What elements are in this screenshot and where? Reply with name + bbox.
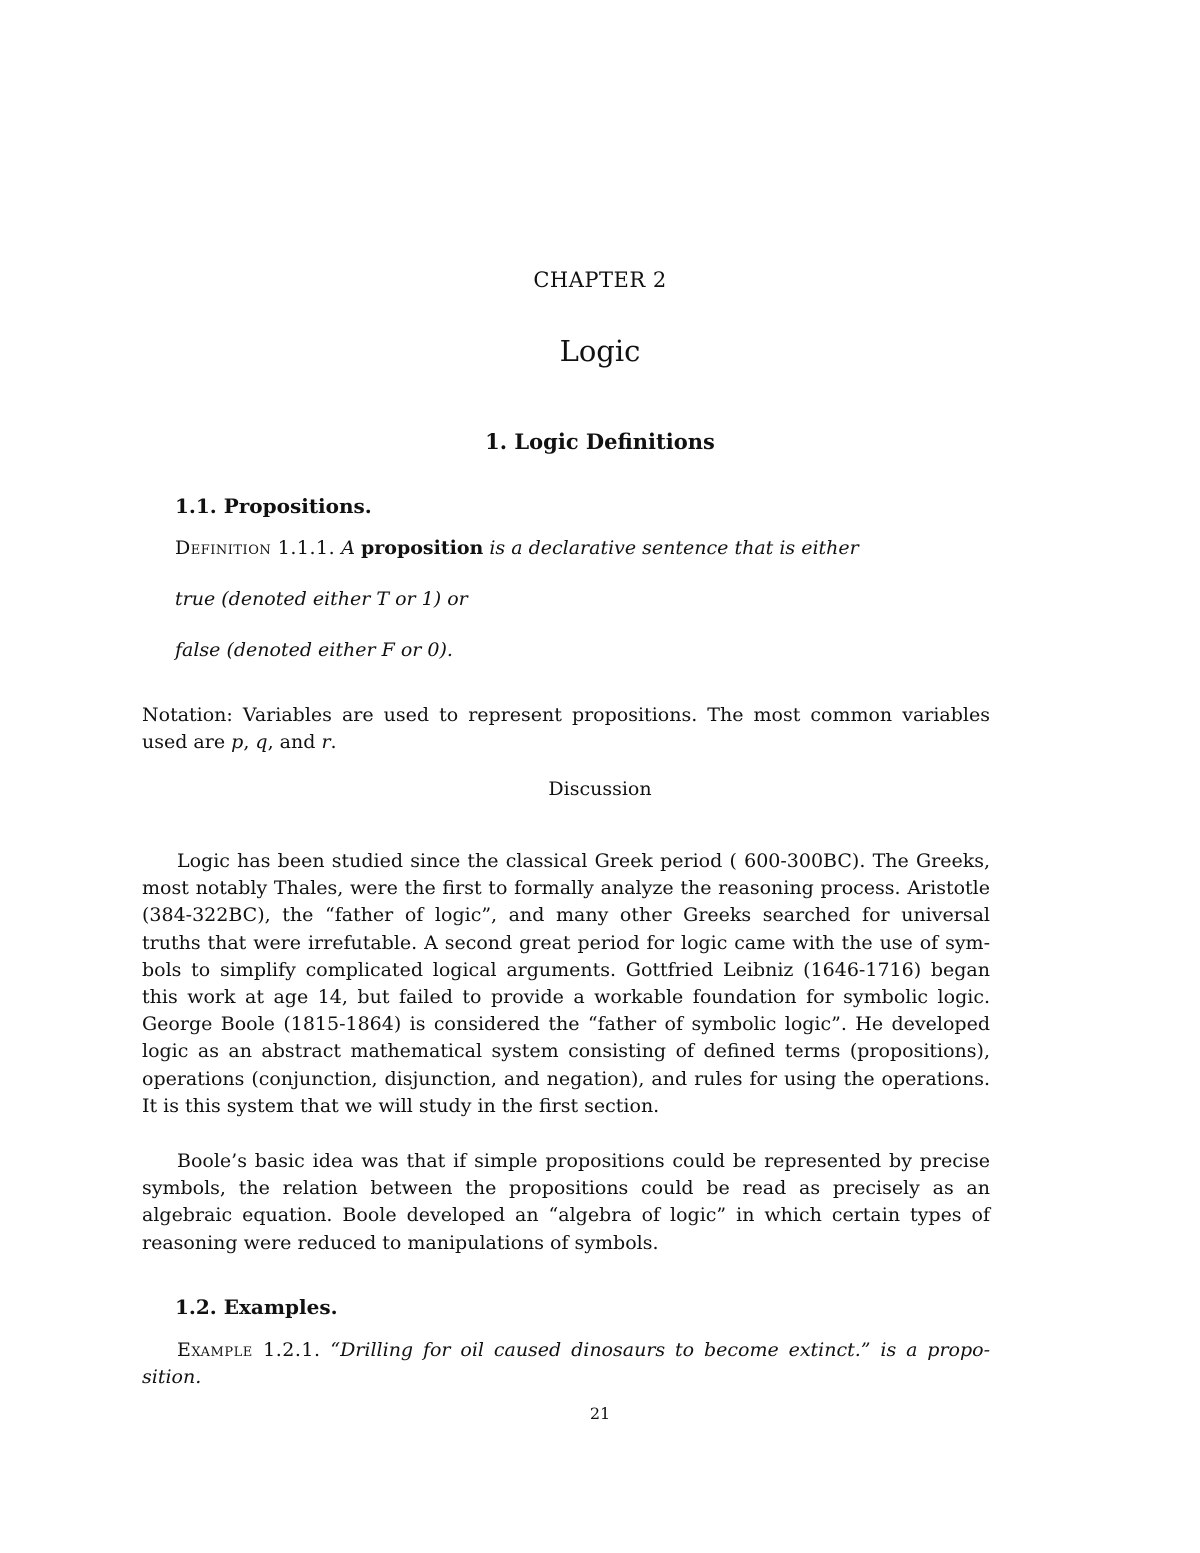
definition-intro: A (341, 537, 355, 559)
example-text: “Drilling for oil caused dinosaurs to become extinct.” is a proposition. (142, 1339, 990, 1388)
notation-sep-2: , and (267, 731, 322, 754)
section-heading: 1. Logic Definitions (485, 429, 715, 454)
notation-text: Notation: Variables are used to represent propositions. The most common variables used are (142, 704, 990, 754)
definition-label: Definition 1.1.1. (175, 537, 336, 559)
notation-paragraph (142, 702, 990, 756)
notation-end: . (330, 731, 337, 754)
definition-term: proposition (360, 537, 484, 559)
example-label: Example 1.2.1. (177, 1339, 321, 1361)
definition-line-1 (175, 537, 859, 559)
notation-sep-1: , (243, 731, 256, 754)
subsection-heading-examples: 1.2. Examples. (175, 1295, 338, 1319)
variable-q: q (255, 731, 268, 754)
variable-r: r (321, 731, 331, 754)
discussion-paragraph-2: Boole’s basic idea was that if simple propositions could be represented by precise symbols, the relation between the propositions could be read as precisely as an algebraic equation. Boole developed an “algebra of logic” in which certain types of reasoning were reduced to manipulations of symbols. (142, 1150, 990, 1254)
chapter-title: Logic (559, 334, 641, 368)
page-number: 21 (589, 1404, 611, 1423)
discussion-label: Discussion (548, 778, 652, 800)
variable-p: p (231, 731, 244, 754)
definition-line-2: true (denoted either T or 1) or (175, 588, 468, 610)
chapter-label: CHAPTER 2 (533, 268, 667, 292)
subsection-heading-propositions: 1.1. Propositions. (175, 494, 372, 518)
definition-line-3: false (denoted either F or 0). (175, 639, 453, 661)
definition-rest: is a declarative sentence that is either (489, 537, 859, 559)
example-paragraph (142, 1337, 990, 1391)
discussion-paragraph-1: Logic has been studied since the classical Greek period ( 600-300BC). The Greeks, most notably Thales, were the first to formally analyze the reasoning process. Aristotle (384-322BC), the “father of logic”, and many other Greeks searched for universal truths that were irrefutable. A second great period for logic came with the use of symbols to simplify complicated logical arguments. Gottfried Leibniz (1646-1716) began this work at age 14, but failed to provide a workable foundation for symbolic logic. George Boole (1815-1864) is considered the “father of symbolic logic”. He developed logic as an abstract mathematical system consisting of defined terms (propositions), operations (conjunction, disjunction, and negation), and rules for using the operations. It is this system that we will study in the first section. (142, 850, 990, 1117)
